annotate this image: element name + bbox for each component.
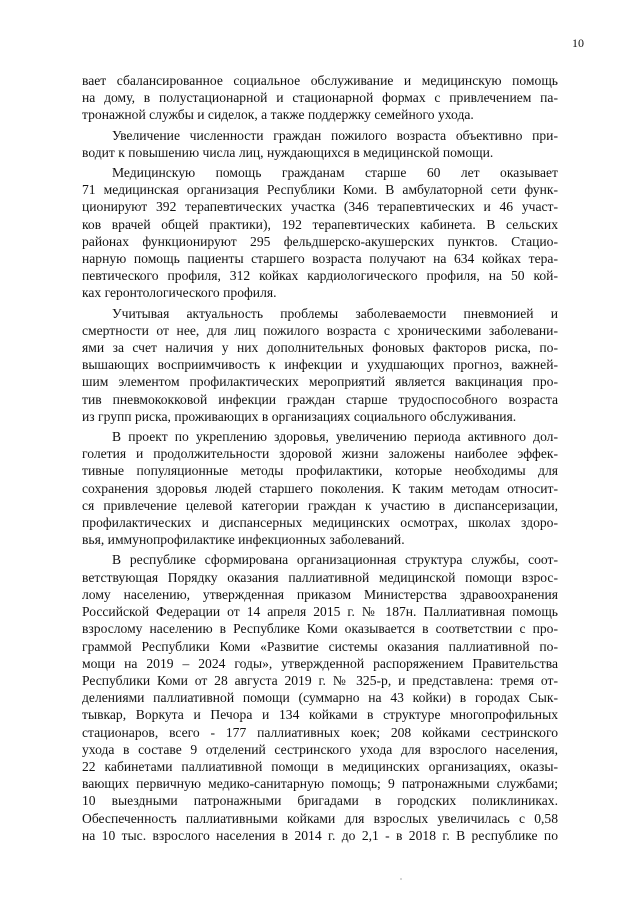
text-line: В республике сформирована организационная структура службы, соот- (112, 552, 558, 568)
paragraph (82, 428, 558, 548)
text-line: шим элементом профилактических мероприятий является вакцинация про- (82, 374, 558, 390)
paragraph (82, 72, 558, 124)
text-line: ков врачей общей практики), 192 терапевтических кабинета. В сельских (82, 216, 558, 232)
text-line: Медицинскую помощь гражданам старше 60 лет оказывает (112, 165, 558, 181)
text-line: делениями паллиативной помощи (суммарно на 43 койки) в городах Сык- (82, 690, 558, 706)
text-line: граммой Республики Коми «Развитие системы оказания паллиативной по- (82, 638, 558, 654)
text-line: лому населению, утвержденная приказом Министерства здравоохранения (82, 586, 558, 602)
text-line: из групп риска, проживающих в организациях социального обслуживания. (82, 408, 517, 424)
text-line: ухода в составе 9 отделений сестринского ухода для взрослого населения, (82, 741, 558, 757)
text-line: нарную помощь пациенты старшего возраста получают на 634 койках тера- (82, 251, 558, 267)
text-line: Учитывая актуальность проблемы заболеваемости пневмонией и (112, 305, 558, 321)
text-line: сохранения здоровья людей старшего поколения. К таким методам относит- (82, 480, 558, 496)
body-text (82, 72, 558, 847)
paragraph (82, 164, 558, 302)
text-line: ках геронтологического профиля. (82, 285, 277, 301)
text-line: взрослому населению в Республике Коми оказывается в соответствии с про- (82, 621, 558, 637)
text-line: 22 кабинетами паллиативной помощи в медицинских организациях, оказы- (82, 758, 558, 774)
text-line: ционируют 392 терапевтических участка (346 терапевтических и 46 участ- (82, 199, 558, 215)
text-line: Обеспеченность паллиативными койками для взрослых увеличилась с 0,58 (82, 810, 558, 826)
text-line: Российской Федерации от 14 апреля 2015 г. № 187н. Паллиативная помощь (82, 604, 558, 620)
text-line: тивные популяционные методы профилактики, которые необходимы для (82, 463, 558, 479)
paragraph (82, 305, 558, 425)
text-line: на 10 тыс. взрослого населения в 2014 г. до 2,1 - в 2018 г. В республике по (82, 827, 558, 843)
text-line: 71 медицинская организация Республики Коми. В амбулаторной сети функ- (82, 182, 558, 198)
text-line: водит к повышению числа лиц, нуждающихся в медицинской помощи. (82, 144, 494, 160)
text-line: В проект по укреплению здоровья, увеличению периода активного дол- (112, 429, 558, 445)
text-line: вающих первичную медико-санитарную помощь; 9 патронажными службами; (82, 776, 558, 792)
text-line: тив пневмококковой инфекции граждан старше трудоспособного возраста (82, 391, 558, 407)
text-line: Республики Коми от 28 августа 2019 г. № 325-р, и представлена: тремя от- (82, 672, 558, 688)
scan-speck (400, 878, 402, 880)
text-line: тывкар, Воркута и Печора и 134 койками в структуре многопрофильных (82, 707, 558, 723)
text-line: ями за счет наличия у них дополнительных фоновых факторов риска, по- (82, 340, 558, 356)
text-line: мощи на 2019 – 2024 годы», утвержденной распоряжением Правительства (82, 655, 558, 671)
page-number: 10 (572, 36, 584, 50)
text-line: певтического профиля, 312 койках кардиологического профиля, на 50 кой- (82, 268, 558, 284)
text-line: профилактических и диспансерных медицинских осмотрах, школах здоро- (82, 515, 558, 531)
text-line: смертности от нее, для лиц пожилого возраста с хроническими заболевани- (82, 322, 558, 338)
text-line: ся привлечение целевой категории граждан к участию в диспансеризации, (82, 497, 558, 513)
paragraph (82, 551, 558, 843)
text-line: районах функционируют 295 фельдшерско-акушерских пунктов. Стацио- (82, 233, 558, 249)
text-line: на дому, в полустационарной и стационарной формах с привлечением па- (82, 90, 558, 106)
text-line: вья, иммунопрофилактике инфекционных заболеваний. (82, 532, 405, 548)
paragraph (82, 127, 558, 161)
text-line: вает сбалансированное социальное обслуживание и медицинскую помощь (82, 73, 558, 88)
text-line: вышающих восприимчивость к инфекции и ухудшающих прогноз, важней- (82, 357, 558, 373)
text-line: Увеличение численности граждан пожилого возраста объективно при- (112, 127, 558, 143)
text-line: стационаров, всего - 177 паллиативных коек; 208 койками сестринского (82, 724, 558, 740)
text-line: тронажной службы и сиделок, а также поддержку семейного ухода. (82, 107, 474, 123)
text-line: ветствующая Порядку оказания паллиативной медицинской помощи взрос- (82, 569, 558, 585)
text-line: голетия и продолжительности здоровой жизни заложены наиболее эффек- (82, 446, 558, 462)
text-line: 10 выездными патронажными бригадами в городских поликлиниках. (82, 793, 558, 809)
